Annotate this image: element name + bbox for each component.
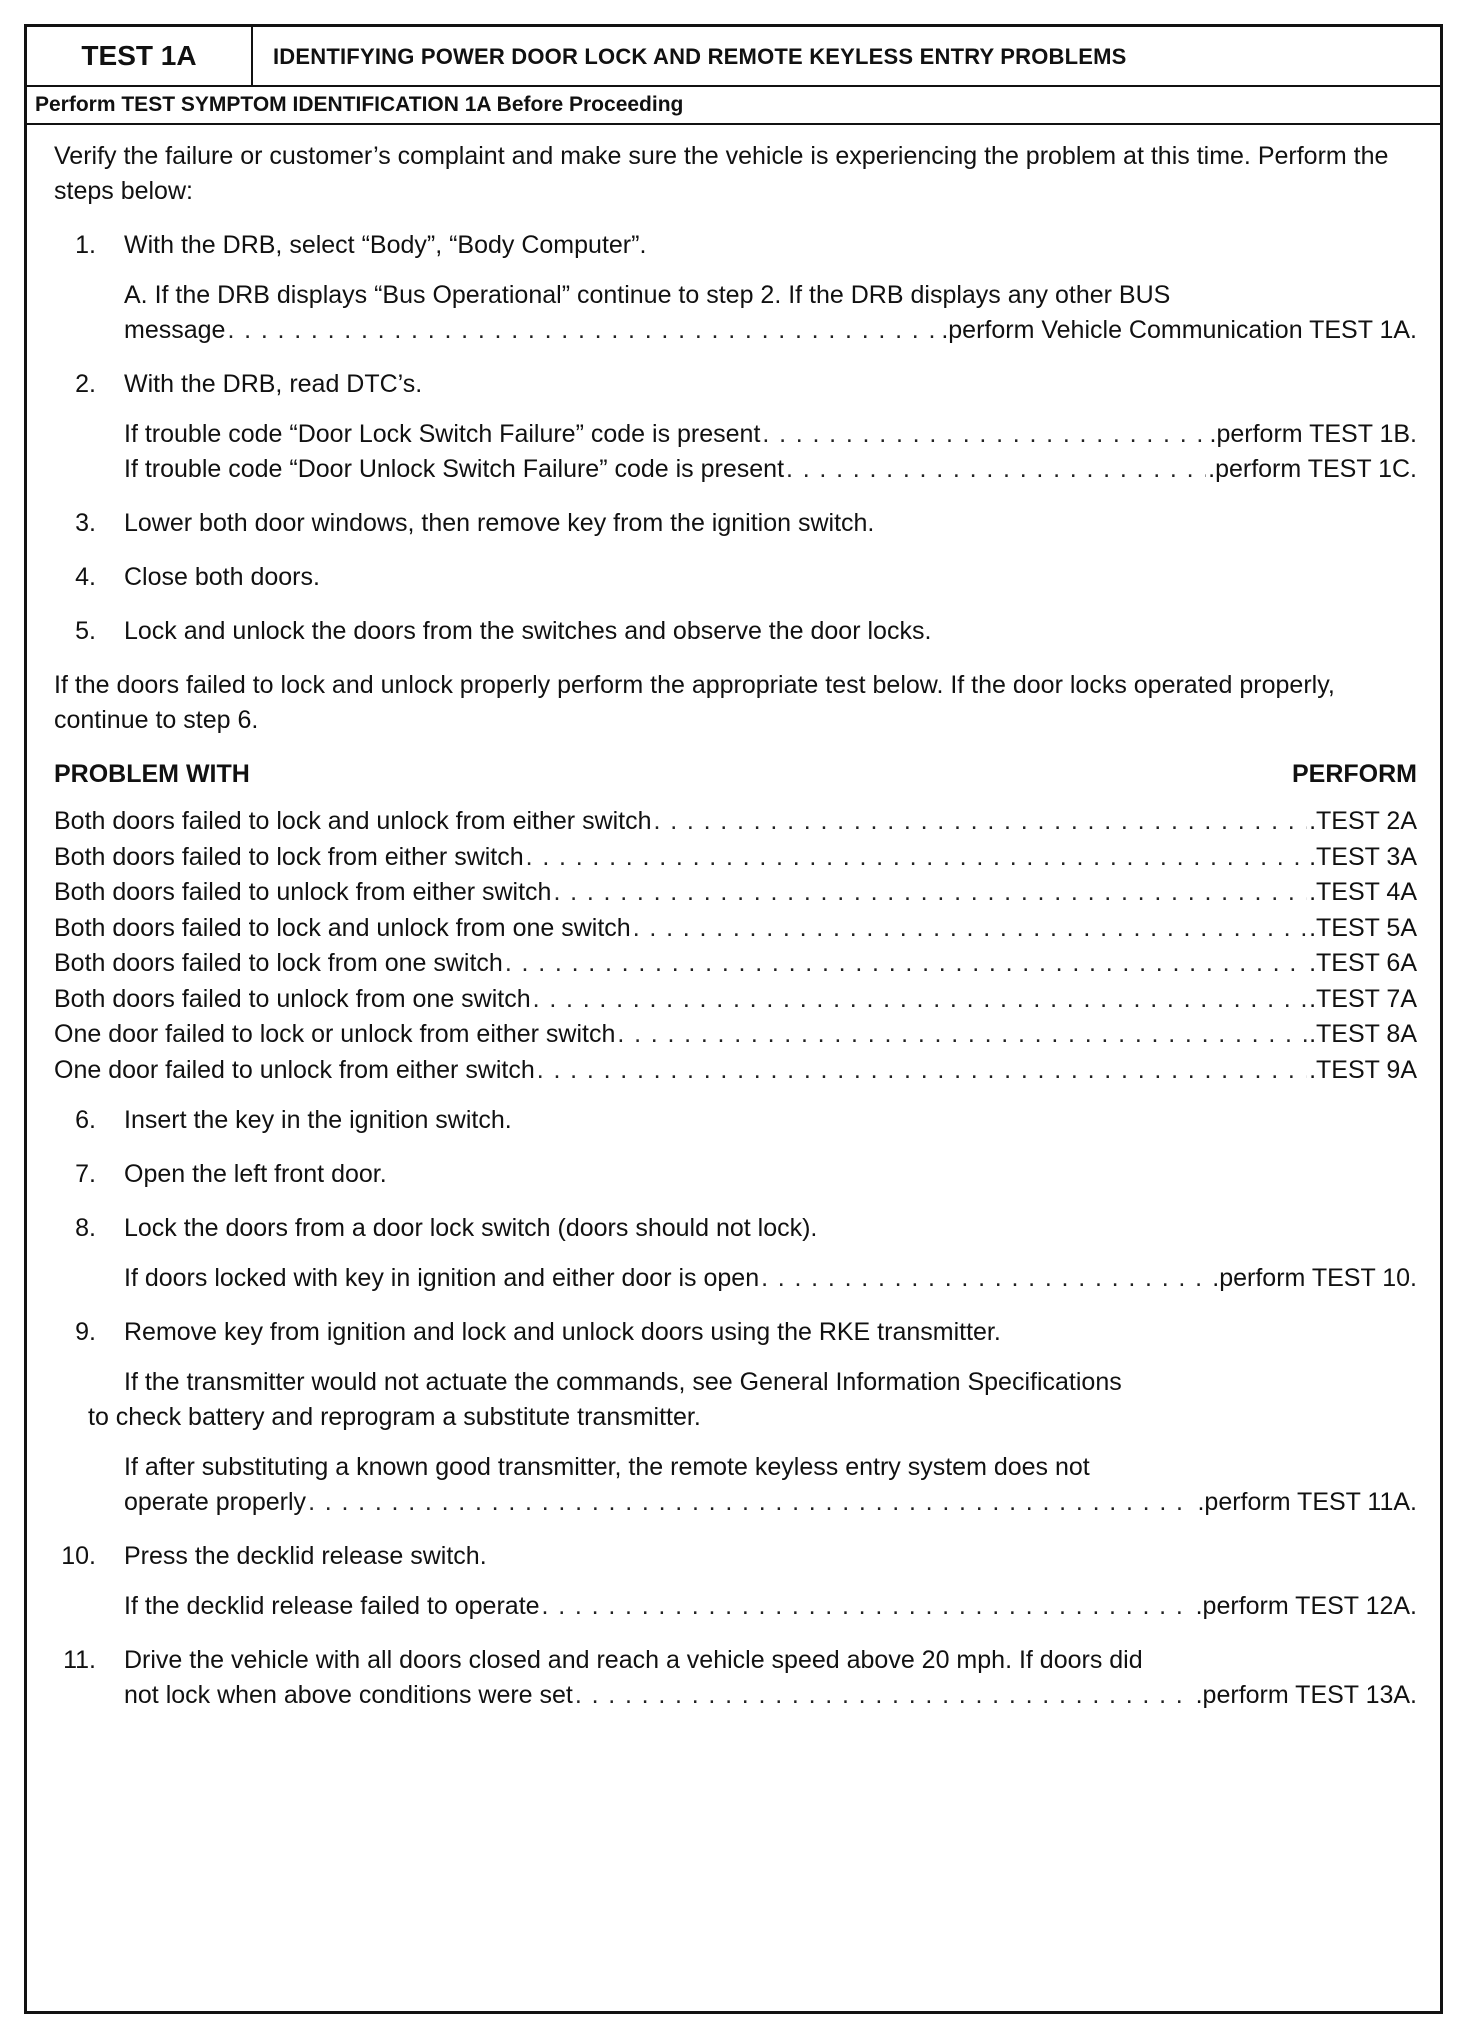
step-number: 10.: [61, 1542, 96, 1570]
test-id: TEST 1A: [27, 27, 253, 85]
condition-text: If the decklid release failed to operate: [124, 1592, 540, 1620]
test-reference: .TEST 8A: [1309, 1020, 1417, 1048]
perform-column-header: PERFORM: [1292, 760, 1417, 788]
table-row: [54, 1053, 1417, 1089]
result-text: .perform TEST 12A.: [1195, 1592, 1417, 1620]
test-procedure-box: [24, 24, 1443, 2014]
substep-text: If after substituting a known good transmitter, the remote keyless entry system does not: [124, 1453, 1090, 1481]
table-row: [54, 982, 1417, 1018]
problem-text: Both doors failed to unlock from one switch: [54, 984, 531, 1013]
test-reference: .TEST 7A: [1309, 984, 1417, 1013]
step-number: 7.: [75, 1160, 96, 1188]
dot-leader: [762, 417, 1207, 452]
step-9-substep-2: [54, 1450, 1417, 1520]
table-row: [54, 911, 1417, 947]
test-reference: .TEST 2A: [1309, 807, 1417, 835]
test-reference: .TEST 4A: [1309, 878, 1417, 906]
dot-leader-line: [124, 1261, 1417, 1296]
step-1-substep: [54, 278, 1417, 348]
step-number: 9.: [75, 1318, 96, 1346]
dot-leader: [761, 1261, 1210, 1296]
problem-text: One door failed to lock or unlock from either switch: [54, 1020, 616, 1048]
step-number: 6.: [75, 1106, 96, 1134]
step-text: With the DRB, select “Body”, “Body Computer”.: [124, 231, 647, 259]
dot-leader: [227, 313, 939, 348]
test-reference: .TEST 3A: [1309, 842, 1417, 871]
condition-text: message: [124, 316, 226, 344]
result-text: .perform TEST 10.: [1212, 1264, 1417, 1292]
step-number: 3.: [75, 509, 96, 537]
step-5: [54, 614, 1417, 649]
condition-text: not lock when above conditions were set: [124, 1681, 573, 1709]
problem-text: Both doors failed to lock and unlock from either switch: [54, 807, 652, 835]
step-text: Drive the vehicle with all doors closed and reach a vehicle speed above 20 mph. If doors did: [124, 1646, 1143, 1674]
step-9: [54, 1315, 1417, 1350]
test-title: IDENTIFYING POWER DOOR LOCK AND REMOTE KEYLESS ENTRY PROBLEMS: [273, 44, 1127, 69]
problem-text: One door failed to unlock from either switch: [54, 1055, 535, 1084]
step-number: 1.: [75, 231, 96, 259]
condition-text: operate properly: [124, 1488, 307, 1516]
dot-leader-line: [124, 1589, 1417, 1624]
step-text: Lock the doors from a door lock switch (doors should not lock).: [124, 1214, 818, 1242]
dot-leader: [553, 875, 1307, 911]
dot-leader-line: [124, 1485, 1417, 1520]
condition-text: If trouble code “Door Lock Switch Failure” code is present: [124, 420, 761, 448]
result-text: .perform TEST 1B.: [1209, 420, 1417, 448]
problem-table-header: [54, 757, 1417, 792]
step-text: Press the decklid release switch.: [124, 1542, 487, 1570]
step-4: [54, 560, 1417, 595]
result-text: .perform TEST 13A.: [1195, 1681, 1417, 1709]
step-text: Close both doors.: [124, 563, 320, 591]
step-8-substep: [54, 1261, 1417, 1296]
problem-text: Both doors failed to lock from either switch: [54, 842, 524, 871]
dot-leader-line: [124, 417, 1417, 452]
step-10-substep: [54, 1589, 1417, 1624]
result-text: .perform TEST 1C.: [1208, 455, 1417, 483]
step-number: 5.: [75, 617, 96, 645]
table-row: [54, 946, 1417, 982]
test-reference: .TEST 9A: [1309, 1055, 1417, 1084]
after-step-5-paragraph: If the doors failed to lock and unlock properly perform the appropriate test below. If the door locks operated properly, continue to step 6.: [54, 671, 1335, 734]
dot-leader: [537, 1053, 1307, 1089]
table-row: [54, 1017, 1417, 1053]
step-11: [54, 1643, 1417, 1713]
step-text: Lower both door windows, then remove key from the ignition switch.: [124, 509, 875, 537]
test-reference: .TEST 5A: [1309, 913, 1417, 942]
step-8: [54, 1211, 1417, 1246]
step-1: [54, 228, 1417, 263]
intro-paragraph: Verify the failure or customer’s complaint and make sure the vehicle is experiencing the problem at this time. Perform the steps below:: [54, 142, 1389, 205]
test-reference: .TEST 6A: [1309, 949, 1417, 977]
step-number: 2.: [75, 370, 96, 398]
step-9-substep-1: [54, 1365, 1417, 1435]
dot-leader: [526, 840, 1307, 876]
step-2: [54, 367, 1417, 402]
step-number: 4.: [75, 563, 96, 591]
condition-text: If doors locked with key in ignition and either door is open: [124, 1264, 760, 1292]
dot-leader: [575, 1678, 1194, 1713]
table-row: [54, 875, 1417, 911]
substep-text: If the transmitter would not actuate the commands, see General Information Specifications: [124, 1368, 1122, 1396]
step-text: Remove key from ignition and lock and unlock doors using the RKE transmitter.: [124, 1318, 1001, 1346]
step-text: With the DRB, read DTC’s.: [124, 370, 423, 398]
substep-text: A. If the DRB displays “Bus Operational” continue to step 2. If the DRB displays any other BUS: [124, 281, 1171, 309]
problem-table: [54, 804, 1417, 1088]
problem-column-header: PROBLEM WITH: [54, 760, 250, 788]
dot-leader: [654, 804, 1308, 840]
dot-leader: [542, 1589, 1194, 1624]
table-row: [54, 804, 1417, 840]
dot-leader: [786, 452, 1206, 487]
dot-leader: [617, 1017, 1307, 1053]
step-7: [54, 1157, 1417, 1192]
substep-text: to check battery and reprogram a substitute transmitter.: [88, 1403, 701, 1431]
prerequisite-note: Perform TEST SYMPTOM IDENTIFICATION 1A Before Proceeding: [27, 87, 1440, 125]
step-number: 8.: [75, 1214, 96, 1242]
dot-leader-line: [124, 1678, 1417, 1713]
step-text: Lock and unlock the doors from the switches and observe the door locks.: [124, 617, 932, 645]
problem-text: Both doors failed to unlock from either switch: [54, 878, 552, 906]
header-row: [27, 27, 1440, 87]
result-text: .perform Vehicle Communication TEST 1A.: [941, 316, 1417, 344]
dot-leader: [308, 1485, 1195, 1520]
step-text: Insert the key in the ignition switch.: [124, 1106, 512, 1134]
dot-leader: [533, 982, 1307, 1018]
result-text: .perform TEST 11A.: [1197, 1488, 1417, 1516]
step-number: 11.: [63, 1646, 96, 1674]
dot-leader-line: [124, 452, 1417, 487]
dot-leader: [505, 946, 1307, 982]
problem-text: Both doors failed to lock from one switch: [54, 949, 503, 977]
problem-text: Both doors failed to lock and unlock from one switch: [54, 913, 631, 942]
step-10: [54, 1539, 1417, 1574]
procedure-body: [54, 139, 1417, 1732]
step-3: [54, 506, 1417, 541]
step-text: Open the left front door.: [124, 1160, 387, 1188]
dot-leader-line: [124, 313, 1417, 348]
table-row: [54, 840, 1417, 876]
step-2-substep: [54, 417, 1417, 487]
condition-text: If trouble code “Door Unlock Switch Failure” code is present: [124, 455, 785, 483]
step-6: [54, 1103, 1417, 1138]
dot-leader: [633, 911, 1307, 947]
